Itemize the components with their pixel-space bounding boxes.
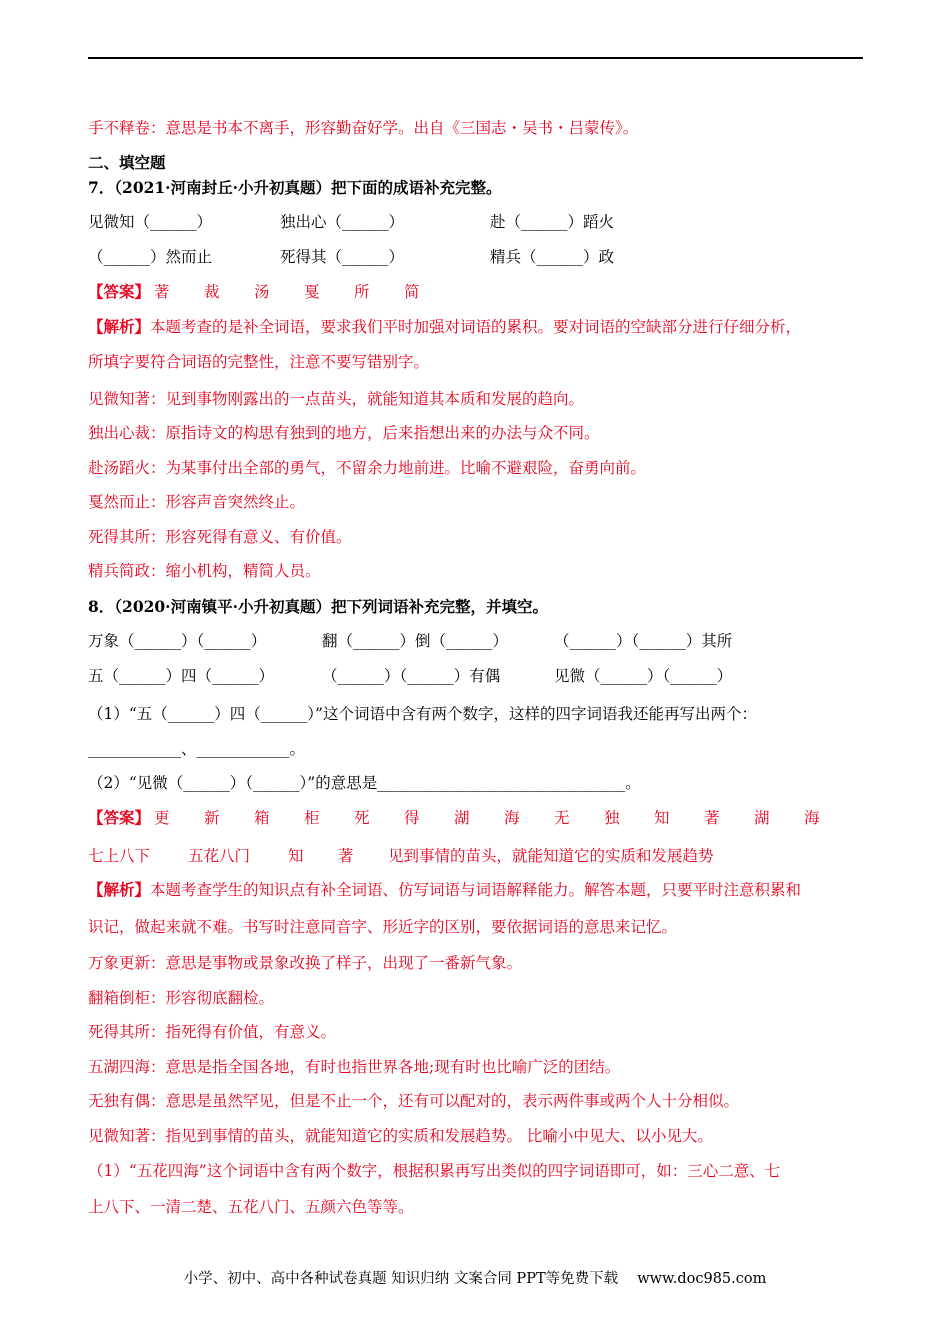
answer-label: 【答案】 — [88, 282, 151, 301]
answer-label: 【答案】 — [88, 808, 151, 827]
q7-item: （______）然而止 — [88, 248, 213, 266]
q8-item: 翻（______）倒（______） — [322, 632, 509, 650]
answer-char: 新 — [204, 809, 220, 827]
answer-char: 更 — [154, 809, 170, 827]
page-footer: 小学、初中、高中各种试卷真题 知识归纳 文案合同 PPT等免费下载 www.doc985.com — [183, 1271, 767, 1287]
q7-explanation: 见微知著：见到事物刚露出的一点苗头，就能知道其本质和发展的趋向。 — [88, 390, 585, 408]
q7-explanation: 死得其所：形容死得有意义、有价值。 — [88, 528, 352, 546]
answer-char: 海 — [804, 809, 820, 827]
q7-analysis-1 — [88, 317, 801, 337]
answer-meaning: 见到事情的苗头，就能知道它的实质和发展趋势 — [388, 847, 714, 865]
q8-item: 五（______）四（______） — [88, 667, 275, 685]
analysis-label: 【解析】 — [88, 317, 151, 336]
q8-sub1-explanation-1: （1）“五花四海”这个词语中含有两个数字，根据积累再写出类似的四字词语即可，如：三心二意、七 — [88, 1162, 781, 1180]
q8-explanation: 见微知著：指见到事情的苗头，就能知道它的实质和发展趋势。 比喻小中见大、以小见大。 — [88, 1127, 713, 1145]
answer-char: 得 — [404, 809, 420, 827]
q8-explanation: 万象更新：意思是事物或景象改换了样子，出现了一番新气象。 — [88, 954, 523, 972]
answer-char: 无 — [554, 809, 570, 827]
answer-char: 著 — [704, 809, 720, 827]
answer-char: 著 — [154, 283, 170, 301]
answer-char: 所 — [354, 283, 370, 301]
q8-answer-row-1 — [88, 808, 858, 828]
q7-explanation: 赴汤蹈火：为某事付出全部的勇气，不留余力地前进。比喻不避艰险，奋勇向前。 — [88, 459, 647, 477]
answer-char: 死 — [354, 809, 370, 827]
q8-item: 见微（______）（______） — [554, 667, 733, 685]
analysis-text: 本题考查学生的知识点有补全词语、仿写词语与词语解释能力。解答本题，只要平时注意积累和 — [150, 881, 802, 899]
q8-sub1-explanation-2: 上八下、一清二楚、五花八门、五颜六色等等。 — [88, 1198, 414, 1216]
analysis-text: 本题考查的是补全词语，要求我们平时加强对词语的累积。要对词语的空缺部分进行仔细分析， — [150, 318, 802, 336]
q8-item: （______）（______）有偶 — [322, 667, 501, 685]
q7-title: 7．（2021·河南封丘·小升初真题）把下面的成语补充完整。 — [88, 178, 502, 197]
q8-explanation: 五湖四海：意思是指全国各地，有时也指世界各地;现有时也比喻广泛的团结。 — [88, 1058, 621, 1076]
answer-word: 五花八门 — [188, 847, 251, 865]
answer-char: 海 — [504, 809, 520, 827]
answer-char: 汤 — [254, 283, 270, 301]
q8-item: （______）（______）其所 — [554, 632, 733, 650]
q7-item: 死得其（______） — [280, 248, 405, 266]
answer-char: 知 — [288, 847, 304, 865]
answer-char: 柜 — [304, 809, 320, 827]
q8-row-1 — [88, 631, 848, 651]
q7-explanation: 精兵简政：缩小机构，精简人员。 — [88, 562, 321, 580]
q8-explanation: 无独有偶：意思是虽然罕见，但是不止一个，还有可以配对的，表示两件事或两个人十分相似。 — [88, 1092, 740, 1110]
q7-item: 赴（______）蹈火 — [490, 213, 615, 231]
q7-row-1 — [88, 212, 848, 232]
section-title: 二、填空题 — [88, 153, 166, 172]
answer-char: 知 — [654, 809, 670, 827]
answer-char: 裁 — [204, 283, 220, 301]
answer-word: 七上八下 — [88, 847, 151, 865]
q8-sub1: （1）“五（______）四（______）”这个词语中含有两个数字，这样的四字词语我还能再写出两个： — [88, 705, 757, 723]
answer-char: 湖 — [754, 809, 770, 827]
q8-answer-row-2 — [88, 846, 858, 866]
header-rule — [88, 57, 863, 59]
q8-explanation: 死得其所：指死得有价值，有意义。 — [88, 1023, 337, 1041]
q7-row-2 — [88, 247, 848, 267]
q7-explanation: 独出心裁：原指诗文的构思有独到的地方，后来指想出来的办法与众不同。 — [88, 424, 600, 442]
q8-analysis-1 — [88, 880, 801, 900]
q8-analysis-2: 识记，做起来就不难。书写时注意同音字、形近字的区别，要依据词语的意思来记忆。 — [88, 918, 678, 936]
q7-analysis-2: 所填字要符合词语的完整性，注意不要写错别字。 — [88, 353, 430, 371]
answer-char: 湖 — [454, 809, 470, 827]
intro-line: 手不释卷：意思是书本不离手，形容勤奋好学。出自《三国志・吴书・吕蒙传》。 — [88, 119, 639, 137]
q8-item: 万象（______）（______） — [88, 632, 267, 650]
q7-explanation: 戛然而止：形容声音突然终止。 — [88, 493, 306, 511]
answer-char: 箱 — [254, 809, 270, 827]
q7-item: 精兵（______）政 — [490, 248, 615, 266]
q7-answer — [88, 282, 848, 302]
analysis-label: 【解析】 — [88, 880, 151, 899]
answer-char: 简 — [404, 283, 420, 301]
answer-char: 戛 — [304, 283, 320, 301]
q7-item: 见微知（______） — [88, 213, 213, 231]
answer-char: 独 — [604, 809, 620, 827]
q8-explanation: 翻箱倒柜：形容彻底翻检。 — [88, 989, 275, 1007]
q8-row-2 — [88, 666, 848, 686]
q8-title: 8．（2020·河南镇平·小升初真题）把下列词语补充完整，并填空。 — [88, 597, 548, 616]
q8-sub1-blank: ____________、____________。 — [88, 740, 306, 758]
q7-item: 独出心（______） — [280, 213, 405, 231]
q8-sub2: （2）“见微（______）（______）”的意思是________________________________。 — [88, 774, 641, 792]
answer-char: 著 — [338, 847, 354, 865]
